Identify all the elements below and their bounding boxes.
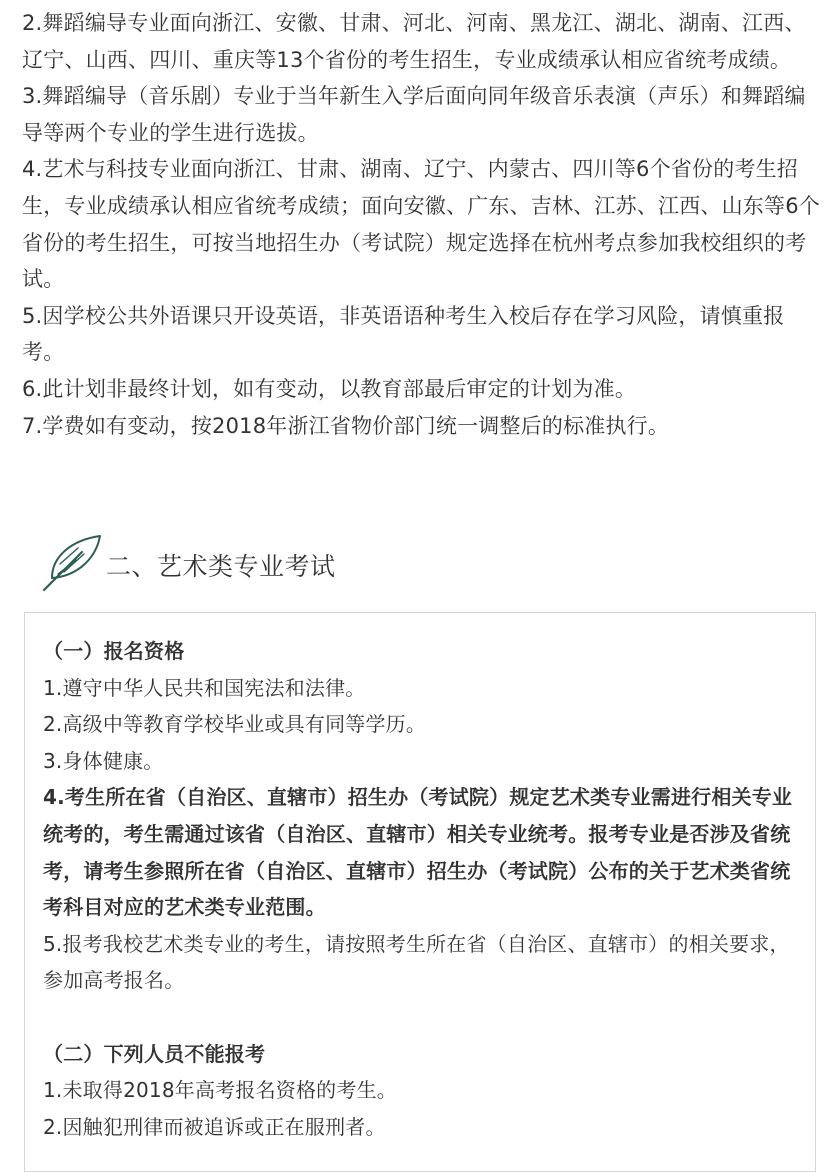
spacer <box>43 999 803 1036</box>
box-content <box>43 633 803 1145</box>
feather-icon <box>38 534 104 594</box>
section-header <box>38 534 738 594</box>
top-notes-list <box>22 5 822 444</box>
note-item: 2.舞蹈编导专业面向浙江、安徽、甘肃、河北、河南、黑龙江、湖北、湖南、江西、辽宁、山西、四川、重庆等13个省份的考生招生，专业成绩承认相应省统考成绩。 <box>22 11 806 72</box>
list-item: 5.报考我校艺术类专业的考生，请按照考生所在省（自治区、直辖市）的相关要求，参加高考报名。 <box>43 931 790 993</box>
list-item: 1.未取得2018年高考报名资格的考生。 <box>43 1078 397 1103</box>
note-item: 4.艺术与科技专业面向浙江、甘肃、湖南、辽宁、内蒙古、四川等6个省份的考生招生，专业成绩承认相应省统考成绩；面向安徽、广东、吉林、江苏、江西、山东等6个省份的考生招生，可按当地招生办（考试院）规定选择在杭州考点参加我校组织的考试。 <box>22 157 820 292</box>
section-title: 二、艺术类专业考试 <box>106 552 336 581</box>
list-item: 3.身体健康。 <box>43 748 164 773</box>
note-item: 6.此计划非最终计划，如有变动，以教育部最后审定的计划为准。 <box>22 376 637 401</box>
subsection-heading: （一）报名资格 <box>43 639 185 663</box>
note-item: 3.舞蹈编导（音乐剧）专业于当年新生入学后面向同年级音乐表演（声乐）和舞蹈编导等两个专业的学生进行选拔。 <box>22 84 806 145</box>
list-item: 2.高级中等教育学校毕业或具有同等学历。 <box>43 712 427 737</box>
list-item: 2.因触犯刑律而被追诉或正在服刑者。 <box>43 1114 386 1139</box>
note-item: 7.学费如有变动，按2018年浙江省物价部门统一调整后的标准执行。 <box>22 413 670 438</box>
note-item: 5.因学校公共外语课只开设英语，非英语语种考生入校后存在学习风险，请慎重报考。 <box>22 303 785 365</box>
subsection-heading: （二）下列人员不能报考 <box>43 1041 266 1066</box>
list-item-emphasis: 4.考生所在省（自治区、直辖市）招生办（考试院）规定艺术类专业需进行相关专业统考的，考生需通过该省（自治区、直辖市）相关专业统考。报考专业是否涉及省统考，请考生参照所在省（自治区、直辖市）招生办（考试院）公布的关于艺术类省统考科目对应的艺术类专业范围。 <box>43 785 793 920</box>
list-item: 1.遵守中华人民共和国宪法和法律。 <box>43 675 366 700</box>
info-box <box>24 612 816 1172</box>
